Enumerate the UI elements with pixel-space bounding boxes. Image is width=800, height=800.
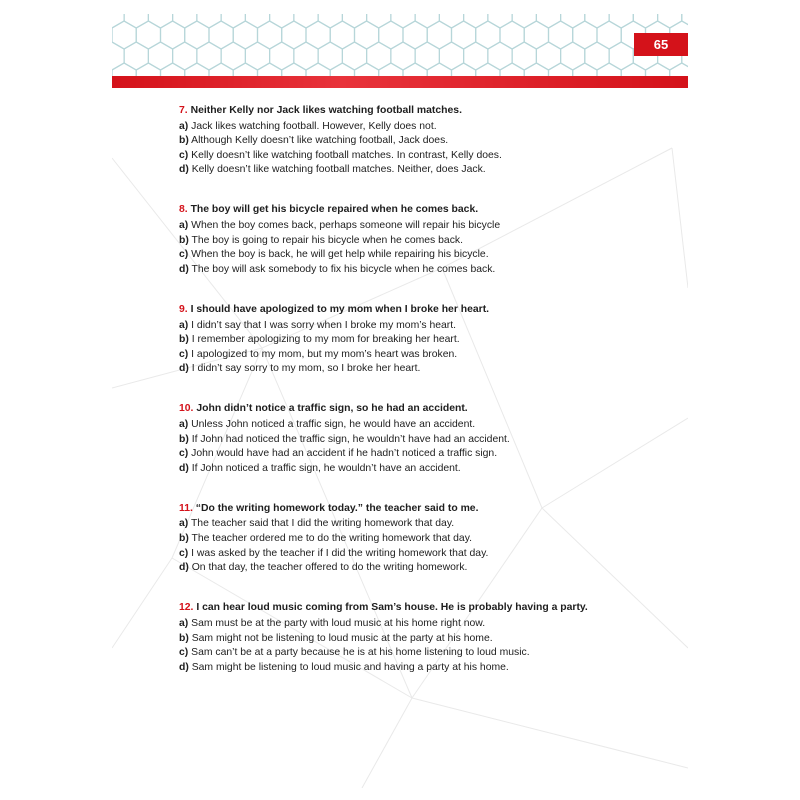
option-d <box>179 561 599 576</box>
option-text: The boy is going to repair his bicycle when he comes back. <box>191 234 463 246</box>
option-list <box>179 617 599 675</box>
option-letter: a) <box>179 518 189 530</box>
option-letter: b) <box>179 433 189 445</box>
option-c <box>179 149 599 164</box>
option-d <box>179 163 599 178</box>
question-number: 7. <box>179 105 188 116</box>
hex-cell <box>258 63 282 76</box>
page-number: 65 <box>653 37 669 52</box>
option-d <box>179 462 599 477</box>
question-number: 9. <box>179 303 188 315</box>
option-list <box>179 418 599 476</box>
option-letter: d) <box>179 661 189 673</box>
option-c <box>179 646 599 661</box>
option-text: Sam must be at the party with loud music at his home right now. <box>191 617 486 629</box>
hex-cell <box>245 14 269 28</box>
option-text: When the boy is back, he will get help while repairing his bicycle. <box>191 249 489 261</box>
hex-cell <box>355 21 379 49</box>
hex-cell <box>112 63 136 76</box>
hex-cell <box>476 63 500 76</box>
option-c <box>179 547 599 562</box>
question-text: I can hear loud music coming from Sam’s house. He is probably having a party. <box>196 602 588 614</box>
hex-cell <box>621 63 645 76</box>
hex-cell <box>355 63 379 76</box>
hex-cell <box>233 63 257 76</box>
option-text: On that day, the teacher offered to do the writing homework. <box>191 562 468 574</box>
option-letter: b) <box>179 135 189 147</box>
option-text: I didn’t say that I was sorry when I broke my mom’s heart. <box>191 319 457 331</box>
hex-cell <box>573 63 597 76</box>
hex-cell <box>646 63 670 76</box>
option-text: When the boy comes back, perhaps someone will repair his bicycle <box>191 220 501 232</box>
option-b <box>179 333 599 348</box>
question-stem <box>179 601 599 616</box>
page-number-badge <box>634 33 688 56</box>
hex-cell <box>439 42 463 70</box>
hex-cell <box>536 14 560 28</box>
question-10 <box>179 402 599 476</box>
option-d <box>179 263 599 278</box>
hex-cell <box>536 42 560 70</box>
hex-cell <box>597 21 621 49</box>
hex-cell <box>112 42 124 70</box>
option-a <box>179 319 599 334</box>
hex-cell <box>221 14 245 28</box>
hex-cell <box>306 21 330 49</box>
question-number: 8. <box>179 204 188 216</box>
hex-cell <box>391 42 415 70</box>
hex-cell <box>330 63 354 76</box>
option-letter: d) <box>179 562 189 574</box>
question-number: 11. <box>179 502 193 514</box>
hex-cell <box>209 21 233 49</box>
question-stem <box>179 104 599 119</box>
question-stem <box>179 203 599 218</box>
option-letter: b) <box>179 533 189 545</box>
header-red-band <box>112 76 688 88</box>
option-text: If John had noticed the traffic sign, he wouldn’t have had an accident. <box>191 433 510 445</box>
question-text: Neither Kelly nor Jack likes watching football matches. <box>190 105 462 116</box>
hex-cell <box>161 63 185 76</box>
option-text: I remember apologizing to my mom for breaking her heart. <box>191 334 460 346</box>
hex-cell <box>112 21 136 49</box>
option-text: I apologized to my mom, but my mom’s heart was broken. <box>191 348 458 360</box>
hex-cell <box>561 14 585 28</box>
option-letter: d) <box>179 462 189 474</box>
option-letter: d) <box>179 263 189 275</box>
option-letter: a) <box>179 220 189 232</box>
option-letter: c) <box>179 547 189 559</box>
question-text: I should have apologized to my mom when I broke her heart. <box>190 303 490 315</box>
question-8 <box>179 203 599 277</box>
option-text: John would have had an accident if he hadn’t noticed a traffic sign. <box>191 448 498 460</box>
option-letter: c) <box>179 647 189 659</box>
hex-cell <box>633 14 657 28</box>
option-letter: c) <box>179 249 189 261</box>
hex-cell <box>609 14 633 28</box>
hex-cell <box>500 63 524 76</box>
option-text: The teacher ordered me to do the writing homework that day. <box>191 533 473 545</box>
hex-cell <box>403 21 427 49</box>
hex-cell <box>549 63 573 76</box>
option-text: Kelly doesn’t like watching football matches. Neither, does Jack. <box>191 164 486 176</box>
hex-cell <box>561 42 585 70</box>
option-d <box>179 362 599 377</box>
hex-cell <box>173 14 197 28</box>
option-letter: a) <box>179 617 189 629</box>
hex-cell <box>464 14 488 28</box>
hex-cell <box>112 14 124 28</box>
option-text: Jack likes watching football. However, Kelly does not. <box>191 120 437 132</box>
hex-cell <box>524 63 548 76</box>
hex-cell <box>670 63 688 76</box>
hex-cell <box>270 14 294 28</box>
option-text: I was asked by the teacher if I did the writing homework that day. <box>191 547 489 559</box>
hex-cell <box>658 14 682 28</box>
option-a <box>179 517 599 532</box>
option-letter: b) <box>179 334 189 346</box>
option-a <box>179 120 599 135</box>
hex-cell <box>282 63 306 76</box>
hex-cell <box>488 42 512 70</box>
hex-cell <box>294 14 318 28</box>
option-text: Sam might be listening to loud music and having a party at his home. <box>191 661 509 673</box>
hex-cell <box>379 63 403 76</box>
hex-cell <box>258 21 282 49</box>
hex-cell <box>185 63 209 76</box>
option-letter: c) <box>179 149 189 161</box>
hex-cell <box>342 42 366 70</box>
hex-cell <box>415 14 439 28</box>
hex-cell <box>245 42 269 70</box>
option-text: Sam can’t be at a party because he is at his home listening to loud music. <box>191 647 530 659</box>
option-a <box>179 617 599 632</box>
option-text: If John noticed a traffic sign, he wouldn’t have an accident. <box>191 462 461 474</box>
option-letter: b) <box>179 234 189 246</box>
question-11 <box>179 502 599 576</box>
question-stem <box>179 402 599 417</box>
hex-cell <box>549 21 573 49</box>
hex-cell <box>342 14 366 28</box>
question-number: 12. <box>179 602 194 614</box>
hex-cell <box>609 42 633 70</box>
hex-cell <box>439 14 463 28</box>
hex-cell <box>148 14 172 28</box>
option-c <box>179 348 599 363</box>
hex-cell <box>391 14 415 28</box>
option-b <box>179 433 599 448</box>
option-list <box>179 219 599 277</box>
hex-cell <box>500 21 524 49</box>
hex-cell <box>403 63 427 76</box>
hex-cell <box>452 63 476 76</box>
hex-cell <box>585 14 609 28</box>
option-letter: c) <box>179 348 189 360</box>
question-12 <box>179 601 599 675</box>
option-text: Although Kelly doesn’t like watching football, Jack does. <box>191 135 449 147</box>
hex-cell <box>512 14 536 28</box>
hex-cell <box>427 63 451 76</box>
hex-cell <box>367 14 391 28</box>
option-b <box>179 632 599 647</box>
option-b <box>179 134 599 149</box>
question-number: 10. <box>179 403 194 415</box>
option-c <box>179 248 599 263</box>
option-b <box>179 532 599 547</box>
hex-cell <box>488 14 512 28</box>
hex-cell <box>124 14 148 28</box>
option-letter: a) <box>179 419 189 430</box>
option-letter: b) <box>179 632 189 644</box>
hex-cell <box>452 21 476 49</box>
option-text: I didn’t say sorry to my mom, so I broke her heart. <box>191 363 421 375</box>
option-letter: a) <box>179 319 189 331</box>
question-text: John didn’t notice a traffic sign, so he had an accident. <box>196 403 468 415</box>
option-a <box>179 219 599 234</box>
option-text: The boy will ask somebody to fix his bicycle when he comes back. <box>191 263 496 275</box>
question-stem <box>179 502 599 517</box>
hex-cell <box>197 42 221 70</box>
question-text: “Do the writing homework today.” the teacher said to me. <box>195 502 479 514</box>
question-7 <box>179 104 599 178</box>
exercise-content <box>179 104 599 701</box>
hex-pattern-header <box>112 14 688 76</box>
question-9 <box>179 303 599 377</box>
option-text: Unless John noticed a traffic sign, he would have an accident. <box>191 419 476 430</box>
option-list <box>179 517 599 575</box>
option-letter: c) <box>179 448 189 460</box>
question-stem <box>179 303 599 318</box>
hex-cell <box>148 42 172 70</box>
hex-cell <box>318 14 342 28</box>
hex-cell <box>136 63 160 76</box>
hex-cell <box>209 63 233 76</box>
hex-cell <box>306 63 330 76</box>
option-list <box>179 120 599 178</box>
option-letter: d) <box>179 164 189 176</box>
option-letter: d) <box>179 363 189 375</box>
option-text: Sam might not be listening to loud music at the party at his home. <box>191 632 493 644</box>
hex-cell <box>197 14 221 28</box>
hex-cell <box>294 42 318 70</box>
option-list <box>179 319 599 377</box>
option-b <box>179 234 599 249</box>
option-a <box>179 418 599 433</box>
option-c <box>179 447 599 462</box>
question-text: The boy will get his bicycle repaired when he comes back. <box>190 204 479 216</box>
option-d <box>179 661 599 676</box>
hex-cell <box>161 21 185 49</box>
option-text: Kelly doesn’t like watching football matches. In contrast, Kelly does. <box>191 149 502 161</box>
option-text: The teacher said that I did the writing homework that day. <box>190 518 455 530</box>
hex-cell <box>597 63 621 76</box>
option-letter: a) <box>179 120 189 132</box>
